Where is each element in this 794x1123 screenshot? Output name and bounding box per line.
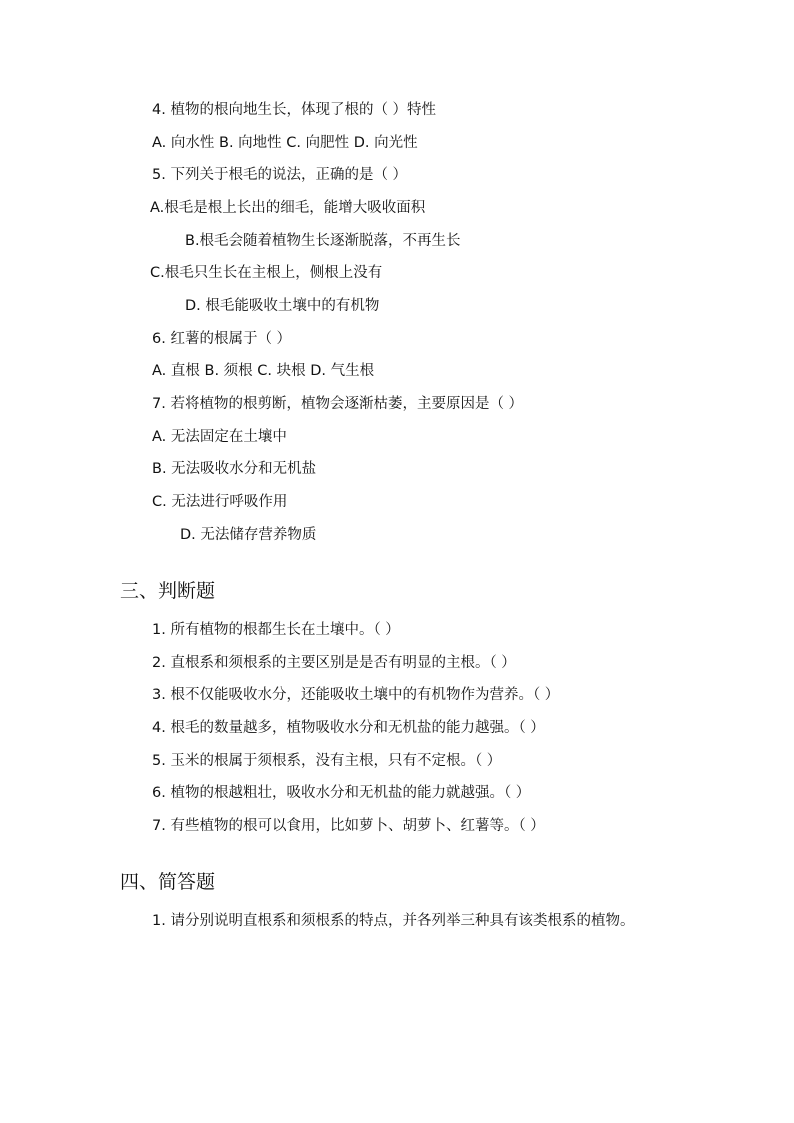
question-7-option-b: B. 无法吸收水分和无机盐 <box>152 461 317 477</box>
question-4-stem: 4. 植物的根向地生长，体现了根的（ ）特性 <box>152 102 437 118</box>
judgment-item-6: 6. 植物的根越粗壮，吸收水分和无机盐的能力就越强。（ ） <box>152 785 531 801</box>
question-5-stem: 5. 下列关于根毛的说法，正确的是（ ） <box>152 167 408 183</box>
question-5-option-b: B.根毛会随着植物生长逐渐脱落，不再生长 <box>185 233 461 249</box>
judgment-item-4: 4. 根毛的数量越多，植物吸收水分和无机盐的能力越强。（ ） <box>152 720 545 736</box>
question-5-option-d: D. 根毛能吸收土壤中的有机物 <box>185 298 380 314</box>
question-4-options: A. 向水性 B. 向地性 C. 向肥性 D. 向光性 <box>152 135 418 151</box>
question-6-stem: 6. 红薯的根属于（ ） <box>152 331 292 347</box>
section-3-title: 三、判断题 <box>120 580 216 602</box>
question-5-option-c: C.根毛只生长在主根上，侧根上没有 <box>150 265 383 281</box>
question-7-stem: 7. 若将植物的根剪断，植物会逐渐枯萎，主要原因是（ ） <box>152 396 524 412</box>
judgment-item-5: 5. 玉米的根属于须根系，没有主根，只有不定根。（ ） <box>152 753 502 769</box>
short-answer-item-1: 1. 请分别说明直根系和须根系的特点，并各列举三种具有该类根系的植物。 <box>152 913 635 929</box>
question-5-option-a: A.根毛是根上长出的细毛，能增大吸收面积 <box>150 200 426 216</box>
question-7-option-c: C. 无法进行呼吸作用 <box>152 494 288 510</box>
judgment-item-7: 7. 有些植物的根可以食用，比如萝卜、胡萝卜、红薯等。（ ） <box>152 818 545 834</box>
judgment-item-2: 2. 直根系和须根系的主要区别是是否有明显的主根。（ ） <box>152 655 516 671</box>
question-7-option-d: D. 无法储存营养物质 <box>180 527 317 543</box>
judgment-item-3: 3. 根不仅能吸收水分，还能吸收土壤中的有机物作为营养。（ ） <box>152 687 560 703</box>
question-6-options: A. 直根 B. 须根 C. 块根 D. 气生根 <box>152 363 375 379</box>
judgment-item-1: 1. 所有植物的根都生长在土壤中。（ ） <box>152 622 400 638</box>
question-7-option-a: A. 无法固定在土壤中 <box>152 429 287 445</box>
section-4-title: 四、简答题 <box>120 871 216 893</box>
